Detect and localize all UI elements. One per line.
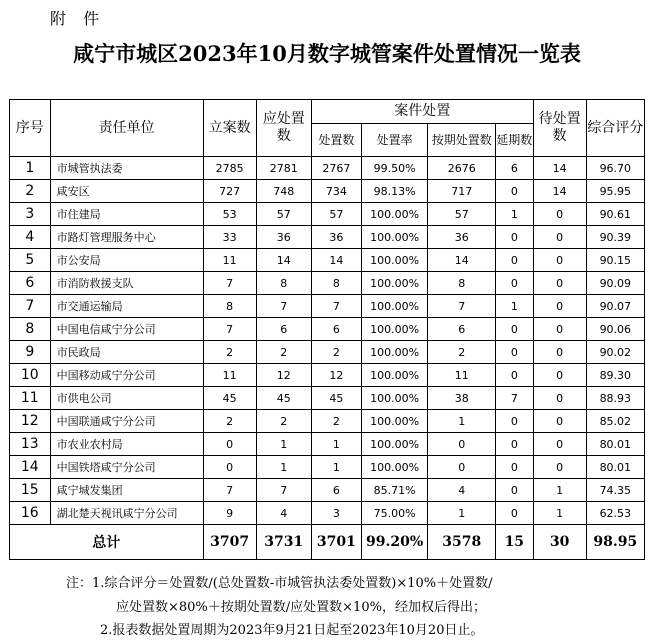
- cell-rate: 100.00%: [361, 364, 428, 387]
- cell-idx: 2: [10, 180, 51, 203]
- cell-due: 36: [256, 226, 311, 249]
- cell-pending: 0: [533, 410, 586, 433]
- cell-score: 80.01: [586, 456, 644, 479]
- cell-handled: 1: [311, 433, 361, 456]
- cell-rate: 100.00%: [361, 249, 428, 272]
- cell-handled: 8: [311, 272, 361, 295]
- table-row: [10, 203, 645, 226]
- cell-unit: 市民政局: [50, 341, 203, 364]
- cell-filed: 7: [203, 272, 256, 295]
- header-ontime: 按期处置数: [428, 124, 496, 157]
- header-due: 应处置数: [256, 100, 311, 157]
- table-row: [10, 387, 645, 410]
- cell-delayed: 0: [496, 249, 533, 272]
- cell-due: 7: [256, 295, 311, 318]
- cell-rate: 100.00%: [361, 387, 428, 410]
- table-row: [10, 226, 645, 249]
- cell-delayed: 0: [496, 318, 533, 341]
- table-row: [10, 502, 645, 525]
- cell-filed: 11: [203, 364, 256, 387]
- total-handled: 3701: [311, 525, 361, 560]
- cell-delayed: 1: [496, 203, 533, 226]
- page-title: 咸宁市城区2023年10月数字城管案件处置情况一览表: [73, 41, 581, 66]
- cell-score: 90.15: [586, 249, 644, 272]
- cell-filed: 7: [203, 479, 256, 502]
- cell-unit: 咸宁城发集团: [50, 479, 203, 502]
- cell-filed: 8: [203, 295, 256, 318]
- cell-rate: 75.00%: [361, 502, 428, 525]
- cell-due: 4: [256, 502, 311, 525]
- table-row: [10, 272, 645, 295]
- cell-ontime: 1: [428, 410, 496, 433]
- cell-due: 8: [256, 272, 311, 295]
- cell-score: 90.09: [586, 272, 644, 295]
- cell-ontime: 2676: [428, 157, 496, 180]
- cell-idx: 4: [10, 226, 51, 249]
- cell-pending: 0: [533, 295, 586, 318]
- cell-delayed: 0: [496, 456, 533, 479]
- cell-delayed: 0: [496, 272, 533, 295]
- note-line-2: 应处置数×80%＋按期处置数/应处置数×10%，经加权后得出；: [116, 600, 486, 615]
- table-row: [10, 318, 645, 341]
- cell-pending: 1: [533, 502, 586, 525]
- cell-ontime: 4: [428, 479, 496, 502]
- cell-unit: 中国联通咸宁分公司: [50, 410, 203, 433]
- cell-due: 2781: [256, 157, 311, 180]
- cell-ontime: 11: [428, 364, 496, 387]
- cell-handled: 1: [311, 456, 361, 479]
- cell-score: 90.39: [586, 226, 644, 249]
- cell-handled: 57: [311, 203, 361, 226]
- cell-handled: 2: [311, 410, 361, 433]
- cell-delayed: 0: [496, 410, 533, 433]
- cell-idx: 7: [10, 295, 51, 318]
- cell-handled: 6: [311, 479, 361, 502]
- table-row: [10, 295, 645, 318]
- cell-delayed: 0: [496, 364, 533, 387]
- cell-ontime: 1: [428, 502, 496, 525]
- cell-filed: 53: [203, 203, 256, 226]
- total-pending: 30: [533, 525, 586, 560]
- cell-score: 90.06: [586, 318, 644, 341]
- cell-filed: 0: [203, 456, 256, 479]
- cell-filed: 33: [203, 226, 256, 249]
- total-due: 3731: [256, 525, 311, 560]
- cell-pending: 0: [533, 272, 586, 295]
- cell-idx: 3: [10, 203, 51, 226]
- table-row: [10, 157, 645, 180]
- cell-score: 95.95: [586, 180, 644, 203]
- cell-rate: 100.00%: [361, 226, 428, 249]
- cell-ontime: 717: [428, 180, 496, 203]
- cell-delayed: 1: [496, 295, 533, 318]
- cell-due: 7: [256, 479, 311, 502]
- cell-ontime: 7: [428, 295, 496, 318]
- cell-unit: 中国移动咸宁分公司: [50, 364, 203, 387]
- header-rate: 处置率: [361, 124, 428, 157]
- cell-unit: 咸安区: [50, 180, 203, 203]
- cell-score: 90.61: [586, 203, 644, 226]
- cell-handled: 6: [311, 318, 361, 341]
- cell-idx: 11: [10, 387, 51, 410]
- cell-rate: 100.00%: [361, 318, 428, 341]
- cell-unit: 中国电信咸宁分公司: [50, 318, 203, 341]
- cell-rate: 100.00%: [361, 456, 428, 479]
- cell-due: 2: [256, 341, 311, 364]
- cell-pending: 0: [533, 249, 586, 272]
- table-row: [10, 341, 645, 364]
- cell-due: 14: [256, 249, 311, 272]
- cell-due: 45: [256, 387, 311, 410]
- cell-pending: 14: [533, 157, 586, 180]
- case-table: [9, 99, 645, 560]
- cell-idx: 5: [10, 249, 51, 272]
- cell-unit: 市公安局: [50, 249, 203, 272]
- cell-unit: 中国铁塔咸宁分公司: [50, 456, 203, 479]
- cell-rate: 99.50%: [361, 157, 428, 180]
- cell-handled: 3: [311, 502, 361, 525]
- cell-rate: 98.13%: [361, 180, 428, 203]
- cell-pending: 0: [533, 456, 586, 479]
- cell-handled: 2: [311, 341, 361, 364]
- cell-idx: 8: [10, 318, 51, 341]
- cell-pending: 1: [533, 479, 586, 502]
- header-case-group: 案件处置: [311, 100, 533, 124]
- cell-filed: 0: [203, 433, 256, 456]
- cell-ontime: 0: [428, 456, 496, 479]
- cell-pending: 0: [533, 364, 586, 387]
- cell-rate: 100.00%: [361, 341, 428, 364]
- cell-filed: 2785: [203, 157, 256, 180]
- cell-idx: 1: [10, 157, 51, 180]
- header-pending: 待处置数: [533, 100, 586, 157]
- cell-ontime: 36: [428, 226, 496, 249]
- total-rate: 99.20%: [361, 525, 428, 560]
- cell-filed: 7: [203, 318, 256, 341]
- cell-pending: 14: [533, 180, 586, 203]
- attachment-label: 附 件: [50, 9, 106, 28]
- total-label: 总计: [10, 525, 204, 560]
- cell-idx: 10: [10, 364, 51, 387]
- cell-rate: 85.71%: [361, 479, 428, 502]
- table-row: [10, 410, 645, 433]
- total-filed: 3707: [203, 525, 256, 560]
- cell-due: 6: [256, 318, 311, 341]
- cell-rate: 100.00%: [361, 295, 428, 318]
- cell-delayed: 0: [496, 226, 533, 249]
- cell-filed: 2: [203, 341, 256, 364]
- cell-due: 57: [256, 203, 311, 226]
- cell-unit: 市城管执法委: [50, 157, 203, 180]
- cell-rate: 100.00%: [361, 410, 428, 433]
- cell-due: 12: [256, 364, 311, 387]
- cell-ontime: 2: [428, 341, 496, 364]
- cell-ontime: 57: [428, 203, 496, 226]
- total-delayed: 15: [496, 525, 533, 560]
- cell-idx: 6: [10, 272, 51, 295]
- cell-score: 90.07: [586, 295, 644, 318]
- cell-due: 748: [256, 180, 311, 203]
- note-line-3: 2.报表数据处置周期为2023年9月21日起至2023年10月20日止。: [100, 623, 484, 638]
- cell-score: 90.02: [586, 341, 644, 364]
- cell-handled: 2767: [311, 157, 361, 180]
- cell-due: 2: [256, 410, 311, 433]
- cell-pending: 0: [533, 387, 586, 410]
- cell-unit: 市供电公司: [50, 387, 203, 410]
- cell-unit: 湖北楚天视讯咸宁分公司: [50, 502, 203, 525]
- table-row: [10, 180, 645, 203]
- cell-handled: 734: [311, 180, 361, 203]
- cell-unit: 市住建局: [50, 203, 203, 226]
- cell-filed: 2: [203, 410, 256, 433]
- cell-handled: 12: [311, 364, 361, 387]
- cell-handled: 36: [311, 226, 361, 249]
- cell-pending: 0: [533, 433, 586, 456]
- total-row: [10, 525, 645, 560]
- table-row: [10, 479, 645, 502]
- total-score: 98.95: [586, 525, 644, 560]
- table-row: [10, 364, 645, 387]
- total-ontime: 3578: [428, 525, 496, 560]
- cell-handled: 14: [311, 249, 361, 272]
- cell-unit: 市路灯管理服务中心: [50, 226, 203, 249]
- table-row: [10, 456, 645, 479]
- header-unit: 责任单位: [50, 100, 203, 157]
- cell-filed: 9: [203, 502, 256, 525]
- cell-rate: 100.00%: [361, 433, 428, 456]
- cell-score: 80.01: [586, 433, 644, 456]
- header-index: 序号: [10, 100, 51, 157]
- cell-filed: 45: [203, 387, 256, 410]
- cell-filed: 727: [203, 180, 256, 203]
- cell-rate: 100.00%: [361, 203, 428, 226]
- header-score: 综合评分: [586, 100, 644, 157]
- cell-idx: 16: [10, 502, 51, 525]
- cell-idx: 12: [10, 410, 51, 433]
- cell-delayed: 0: [496, 502, 533, 525]
- cell-score: 96.70: [586, 157, 644, 180]
- cell-ontime: 6: [428, 318, 496, 341]
- cell-idx: 15: [10, 479, 51, 502]
- header-handled: 处置数: [311, 124, 361, 157]
- cell-ontime: 8: [428, 272, 496, 295]
- cell-handled: 7: [311, 295, 361, 318]
- cell-due: 1: [256, 456, 311, 479]
- cell-ontime: 14: [428, 249, 496, 272]
- cell-score: 85.02: [586, 410, 644, 433]
- cell-score: 89.30: [586, 364, 644, 387]
- cell-delayed: 0: [496, 341, 533, 364]
- cell-due: 1: [256, 433, 311, 456]
- cell-unit: 市交通运输局: [50, 295, 203, 318]
- cell-delayed: 0: [496, 180, 533, 203]
- cell-handled: 45: [311, 387, 361, 410]
- table-row: [10, 249, 645, 272]
- cell-score: 74.35: [586, 479, 644, 502]
- note-line-1: 注：1.综合评分＝处置数/(总处置数-市城管执法委处置数)×10%＋处置数/: [66, 576, 493, 591]
- cell-pending: 0: [533, 318, 586, 341]
- cell-score: 62.53: [586, 502, 644, 525]
- cell-idx: 14: [10, 456, 51, 479]
- cell-delayed: 0: [496, 433, 533, 456]
- cell-delayed: 0: [496, 479, 533, 502]
- cell-idx: 13: [10, 433, 51, 456]
- cell-pending: 0: [533, 341, 586, 364]
- cell-filed: 11: [203, 249, 256, 272]
- cell-delayed: 7: [496, 387, 533, 410]
- header-filed: 立案数: [203, 100, 256, 157]
- header-delayed: 延期数: [496, 124, 533, 157]
- cell-score: 88.93: [586, 387, 644, 410]
- cell-unit: 市消防救援支队: [50, 272, 203, 295]
- cell-pending: 0: [533, 226, 586, 249]
- cell-idx: 9: [10, 341, 51, 364]
- cell-ontime: 0: [428, 433, 496, 456]
- cell-rate: 100.00%: [361, 272, 428, 295]
- cell-pending: 0: [533, 203, 586, 226]
- cell-delayed: 6: [496, 157, 533, 180]
- table-row: [10, 433, 645, 456]
- cell-unit: 市农业农村局: [50, 433, 203, 456]
- cell-ontime: 38: [428, 387, 496, 410]
